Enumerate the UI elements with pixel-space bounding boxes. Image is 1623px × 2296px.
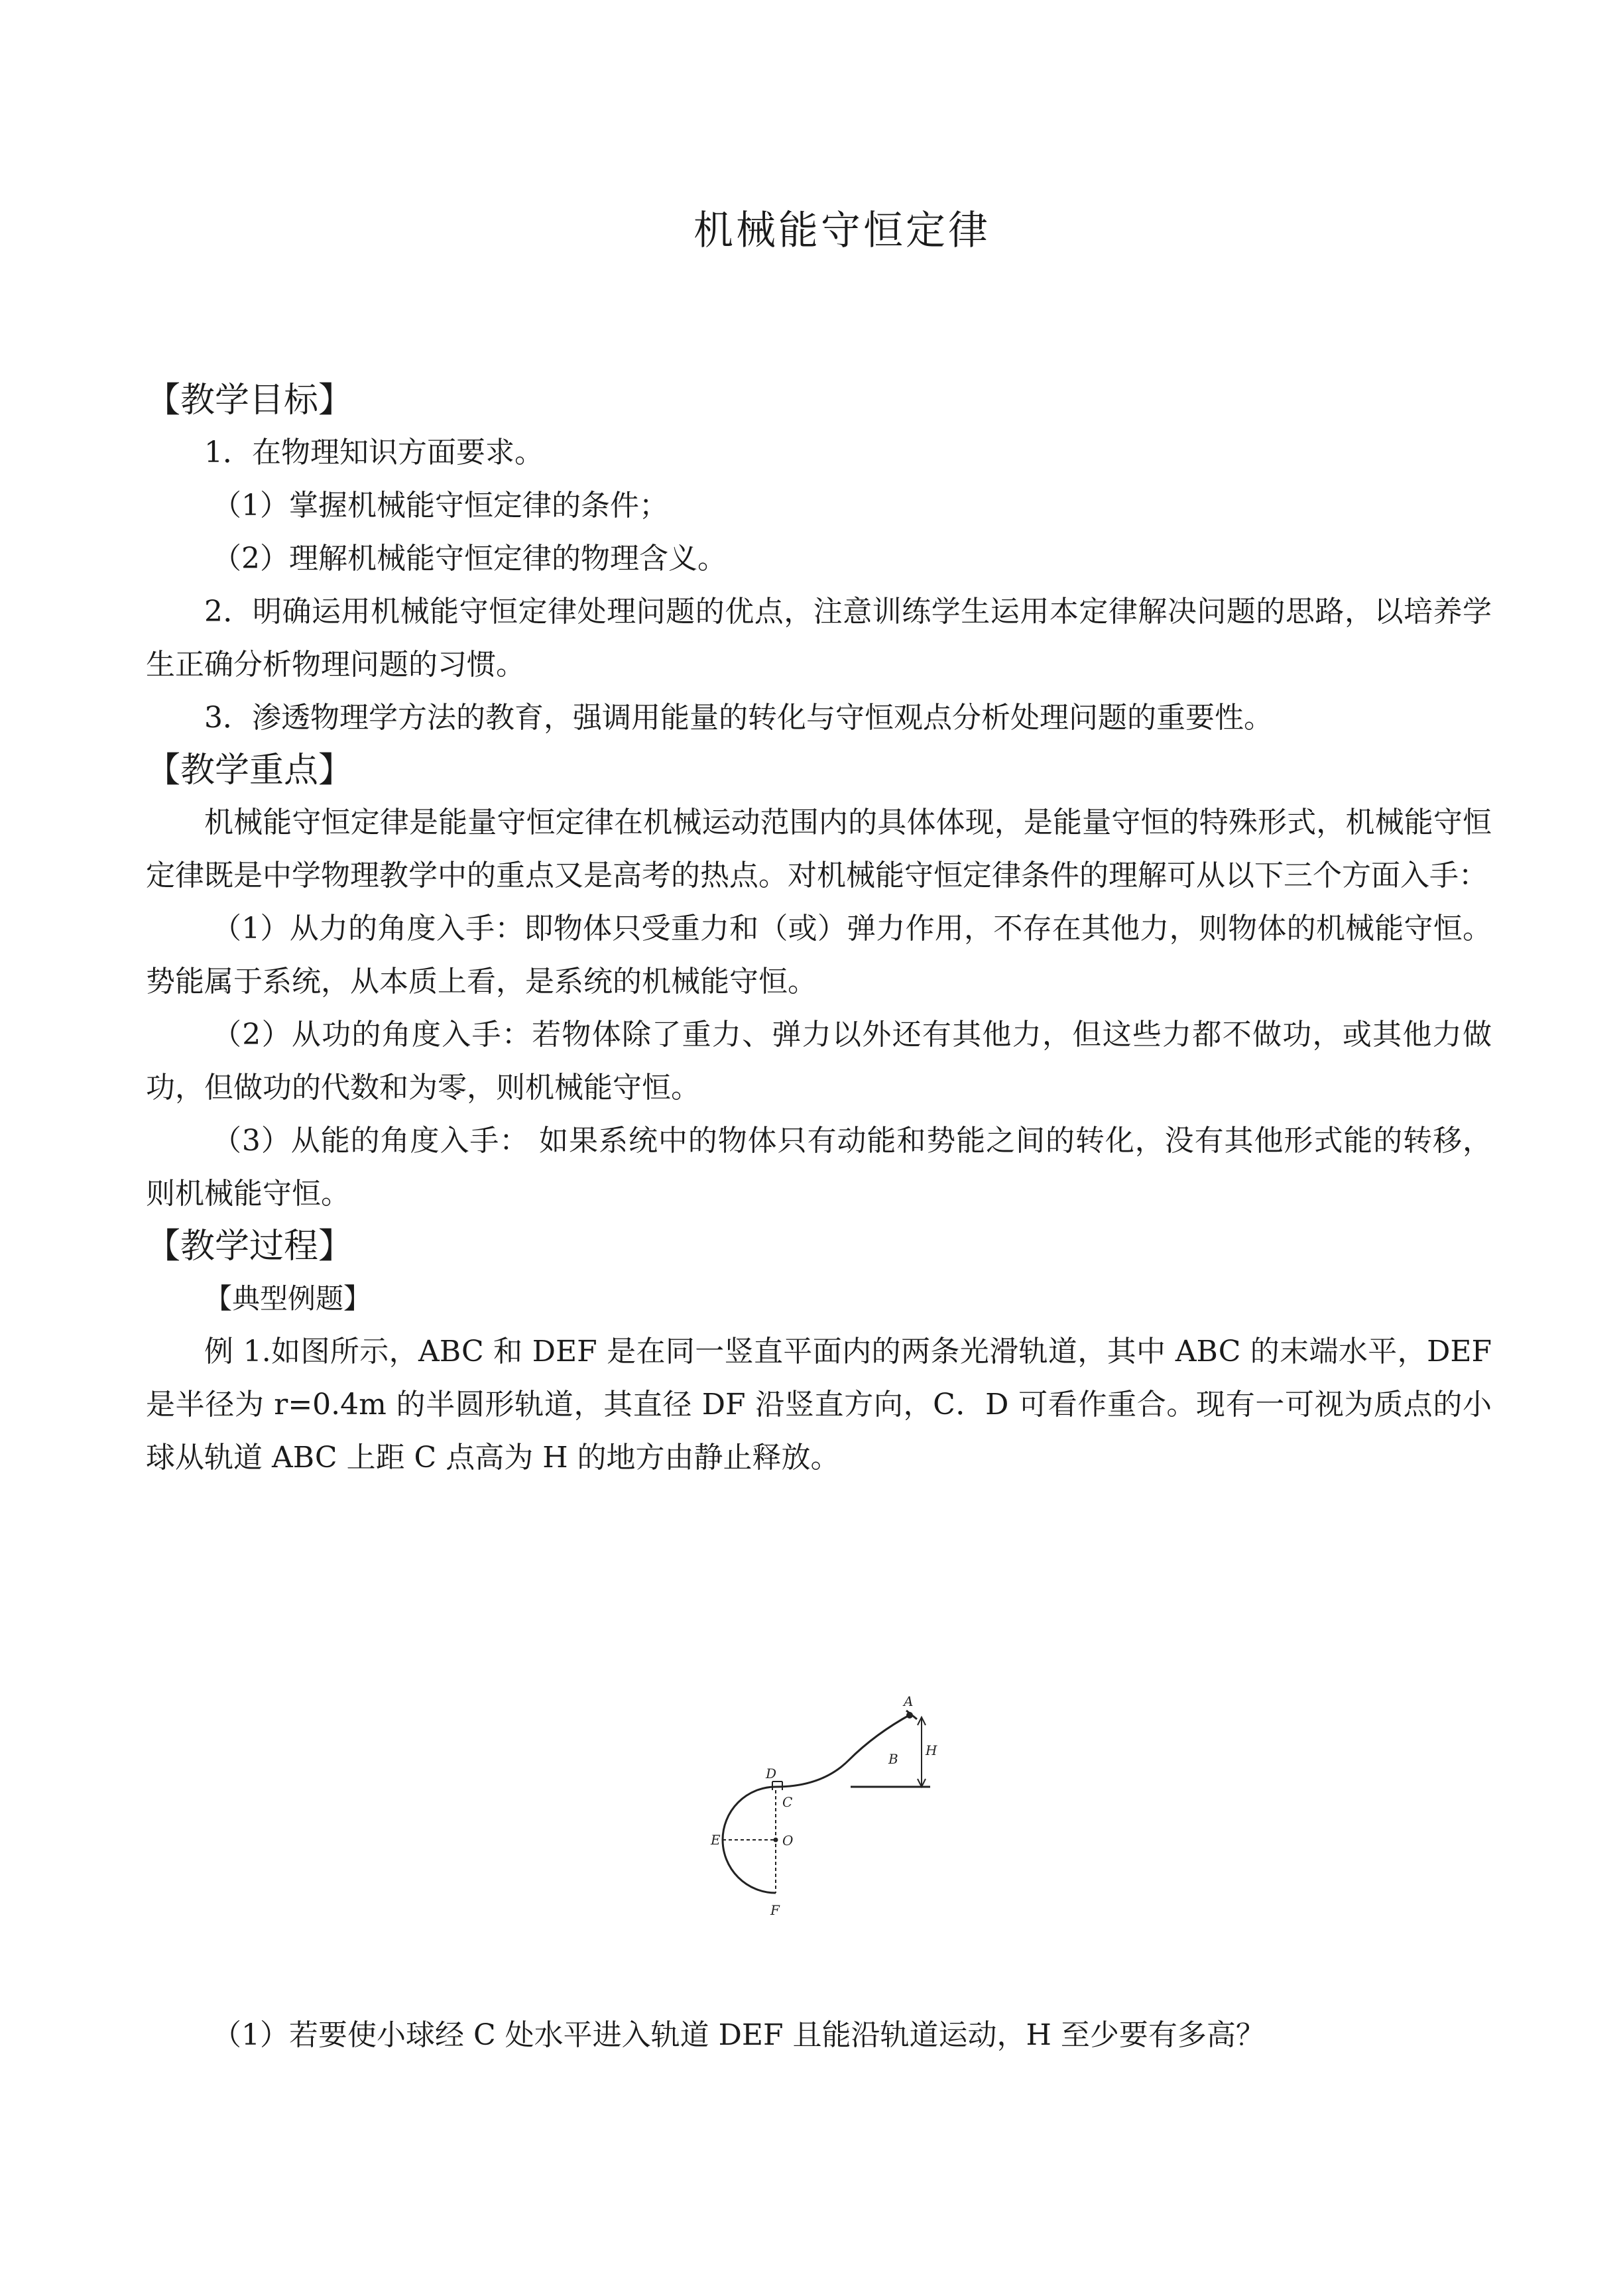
label-e: E bbox=[711, 1832, 721, 1848]
label-a: A bbox=[904, 1694, 914, 1709]
label-o: O bbox=[782, 1833, 794, 1848]
key-intro: 机械能守恒定律是能量守恒定律在机械运动范围内的具体体现，是能量守恒的特殊形式，机械能守恒定律既是中学物理教学中的重点又是高考的热点。对机械能守恒定律条件的理解可从以下三个方面入手： bbox=[146, 806, 1492, 892]
question-1 bbox=[146, 2009, 1492, 2062]
goal-item-2: 2．明确运用机械能守恒定律处理问题的优点，注意训练学生运用本定律解决问题的思路，以培养学生正确分析物理问题的习惯。 bbox=[146, 595, 1492, 682]
section-teaching-goals bbox=[146, 375, 1492, 1484]
key-point-3: （3）从能的角度入手： 如果系统中的物体只有动能和势能之间的转化，没有其他形式能的转移，则机械能守恒。 bbox=[146, 1124, 1492, 1211]
heading-teaching-key-points: 【教学重点】 bbox=[146, 751, 353, 790]
center-o-point bbox=[774, 1838, 778, 1843]
typical-example-label: 【典型例题】 bbox=[204, 1282, 372, 1315]
label-c: C bbox=[782, 1794, 793, 1810]
goal-item-3: 3．渗透物理学方法的教育，强调用能量的转化与守恒观点分析处理问题的重要性。 bbox=[204, 701, 1273, 735]
goal-item-1-2: （2）理解机械能守恒定律的物理含义。 bbox=[212, 542, 727, 575]
ball-marker bbox=[906, 1712, 913, 1719]
document-title: 机械能守恒定律 bbox=[693, 208, 991, 254]
label-f: F bbox=[770, 1902, 780, 1918]
heading-teaching-process: 【教学过程】 bbox=[146, 1227, 353, 1266]
key-point-1: （1）从力的角度入手：即物体只受重力和（或）弹力作用，不存在其他力，则物体的机械能守恒。势能属于系统，从本质上看，是系统的机械能守恒。 bbox=[146, 912, 1492, 998]
track-diagram bbox=[676, 1694, 955, 1933]
label-h: H bbox=[926, 1742, 937, 1758]
key-point-2: （2）从功的角度入手：若物体除了重力、弹力以外还有其他力，但这些力都不做功，或其他力做功，但做功的代数和为零，则机械能守恒。 bbox=[146, 1018, 1492, 1105]
example-1-text: 例 1.如图所示，ABC 和 DEF 是在同一竖直平面内的两条光滑轨道，其中 ABC 的末端水平，DEF 是半径为 r=0.4m 的半圆形轨道，其直径 DF 沿竖直方向，C．D 可看作重合。现有一可视为质点的小球从轨道 ABC 上距 C 点高为 H 的地方由静止释放。 bbox=[146, 1335, 1492, 1475]
goal-item-1: 1．在物理知识方面要求。 bbox=[204, 436, 544, 469]
goal-item-1-1: （1）掌握机械能守恒定律的条件； bbox=[212, 489, 668, 522]
label-b: B bbox=[888, 1751, 898, 1767]
heading-teaching-goals: 【教学目标】 bbox=[146, 381, 353, 420]
label-d: D bbox=[766, 1766, 777, 1782]
track-abc-curve bbox=[776, 1714, 912, 1787]
question-1-text: （1）若要使小球经 C 处水平进入轨道 DEF 且能沿轨道运动，H 至少要有多高？ bbox=[212, 2018, 1265, 2052]
